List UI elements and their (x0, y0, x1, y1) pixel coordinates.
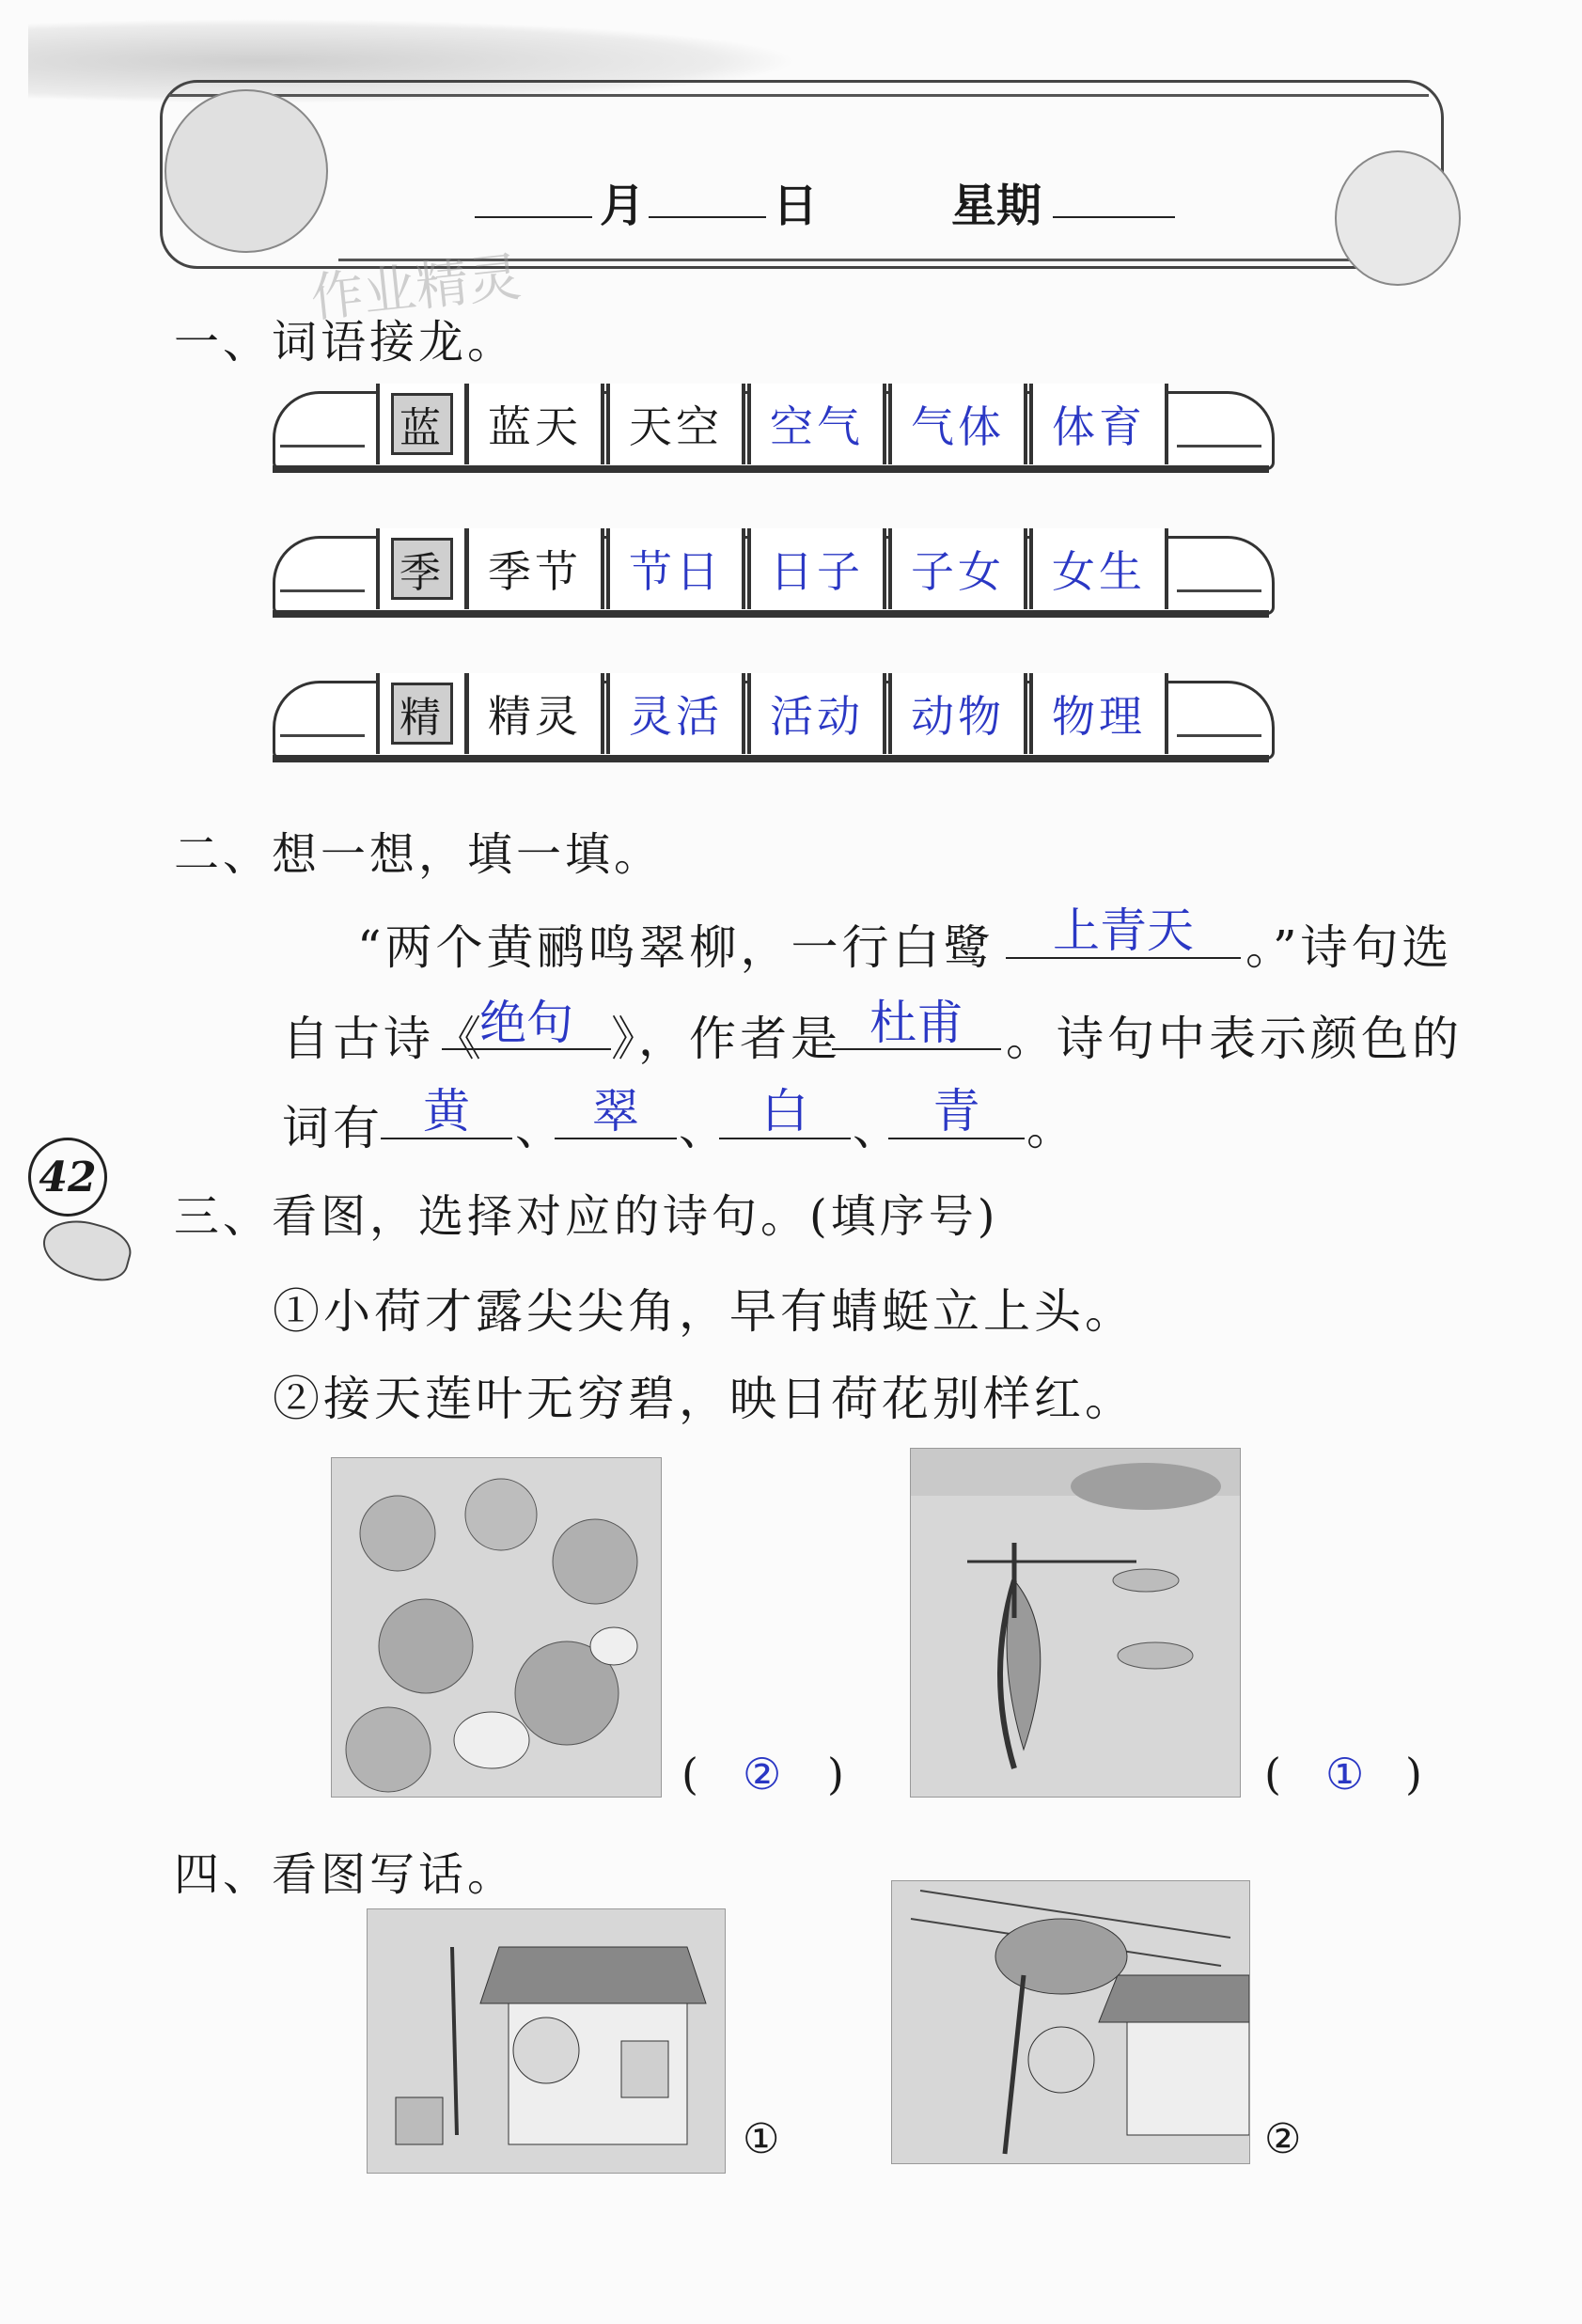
poem-option-2: ②接天莲叶无穷碧，映日荷花别样红。 (273, 1372, 1136, 1426)
month-label: 月 (600, 180, 646, 232)
word-chain-train-2 (273, 528, 1269, 618)
word: 季节 (488, 546, 582, 597)
train-nose-right (1177, 692, 1261, 737)
answer-word: 女生 (1052, 546, 1146, 597)
word-car (606, 384, 745, 464)
word-car (465, 673, 604, 754)
line2-suffix: 。诗句中表示颜色的 (1006, 1012, 1463, 1066)
answer-car[interactable] (1029, 384, 1168, 464)
answer-car[interactable] (606, 673, 745, 754)
word: 天空 (629, 401, 723, 452)
start-char: 精 (391, 683, 453, 745)
answer-left[interactable]: ② (743, 1749, 782, 1799)
paren-open: ( (681, 1749, 698, 1799)
answer-word: 节日 (629, 546, 723, 597)
line3-prefix: 词有 (282, 1101, 384, 1155)
paren-open: ( (1264, 1749, 1281, 1799)
fish-icon (37, 1212, 136, 1288)
word: 蓝天 (488, 401, 582, 452)
word-chain-train-1 (273, 384, 1269, 473)
line1-prefix: “两个黄鹂鸣翠柳，一行白鹭 (357, 920, 995, 975)
day-blank[interactable] (649, 216, 766, 218)
answer-color: 翠 (592, 1084, 639, 1138)
day-label: 日 (773, 180, 819, 232)
lotus-drawing (332, 1458, 661, 1797)
train-nose-right (1177, 547, 1261, 592)
answer-car[interactable] (888, 673, 1027, 754)
start-car (376, 384, 468, 464)
train-rail (273, 610, 1269, 618)
dragonfly-drawing (911, 1449, 1240, 1797)
word-car (465, 384, 604, 464)
answer-word: 动物 (911, 691, 1005, 742)
answer-word: 气体 (911, 401, 1005, 452)
monkey-storm-illustration (891, 1880, 1250, 2164)
section2-title: 二、想一想，填一填。 (174, 828, 664, 881)
separator: 、 (515, 1101, 566, 1155)
answer-poem-title: 绝句 (479, 996, 573, 1050)
answer-word: 活动 (770, 691, 864, 742)
planting-drawing (368, 1909, 725, 2173)
storm-drawing (892, 1881, 1249, 2163)
poem-option-1: ①小荷才露尖尖角，早有蜻蜓立上头。 (273, 1284, 1136, 1339)
answer-car[interactable] (888, 528, 1027, 609)
answer-word: 子女 (911, 546, 1005, 597)
page-number: 42 (39, 1153, 97, 1201)
separator: 、 (679, 1101, 729, 1155)
answer-car[interactable] (1029, 673, 1168, 754)
line2-mid: 》，作者是 (611, 1012, 841, 1066)
dragonfly-illustration (910, 1448, 1241, 1798)
start-char: 蓝 (391, 393, 453, 455)
answer-car[interactable] (747, 673, 886, 754)
word: 精灵 (488, 691, 582, 742)
answer-car[interactable] (747, 384, 886, 464)
answer-car[interactable] (1029, 528, 1168, 609)
picture-label-1: ① (743, 2115, 780, 2163)
answer-word: 物理 (1052, 691, 1146, 742)
paren-close: ) (827, 1749, 844, 1799)
train-rail (273, 755, 1269, 762)
header-vine-top (169, 94, 1429, 97)
answer-car[interactable] (747, 528, 886, 609)
train-nose-left (280, 692, 365, 737)
weekday-blank[interactable] (1053, 216, 1175, 218)
word-chain-train-3 (273, 673, 1269, 762)
answer-author: 杜甫 (869, 996, 963, 1050)
page-number-badge (28, 1138, 107, 1217)
answer-word: 日子 (770, 546, 864, 597)
cat-illustration (164, 89, 328, 253)
lotus-pond-illustration (331, 1457, 662, 1798)
section4-title: 四、看图写话。 (174, 1848, 517, 1901)
section3-title: 三、看图，选择对应的诗句。(填序号) (174, 1190, 999, 1243)
word-car (465, 528, 604, 609)
fill-line-1 (357, 910, 995, 978)
separator: 、 (853, 1101, 903, 1155)
paren-close: ) (1405, 1749, 1422, 1799)
train-nose-right (1177, 402, 1261, 448)
monkey-planting-illustration (367, 1908, 726, 2174)
line2-prefix: 自古诗《 (282, 1012, 485, 1066)
answer-color: 青 (932, 1084, 980, 1138)
start-car (376, 673, 468, 754)
train-rail (273, 465, 1269, 473)
answer-car[interactable] (606, 528, 745, 609)
start-char: 季 (391, 538, 453, 600)
line3-suffix: 。 (1026, 1101, 1077, 1155)
start-car (376, 528, 468, 609)
answer-poem-line: 上青天 (1053, 903, 1194, 958)
answer-car[interactable] (888, 384, 1027, 464)
answer-color: 黄 (423, 1084, 470, 1138)
pig-illustration (1335, 150, 1461, 286)
weekday-label: 星期 (951, 180, 1042, 232)
line1-suffix: 。”诗句选 (1245, 920, 1453, 975)
train-nose-left (280, 402, 365, 448)
answer-word: 体育 (1052, 401, 1146, 452)
answer-word: 灵活 (629, 691, 723, 742)
answer-color: 白 (761, 1084, 808, 1138)
answer-word: 空气 (770, 401, 864, 452)
train-nose-left (280, 547, 365, 592)
month-blank[interactable] (475, 216, 592, 218)
picture-label-2: ② (1264, 2115, 1302, 2163)
section1-title: 一、词语接龙。 (174, 316, 517, 369)
watermark: 作业精灵 (307, 246, 525, 330)
answer-right[interactable]: ① (1325, 1749, 1365, 1799)
